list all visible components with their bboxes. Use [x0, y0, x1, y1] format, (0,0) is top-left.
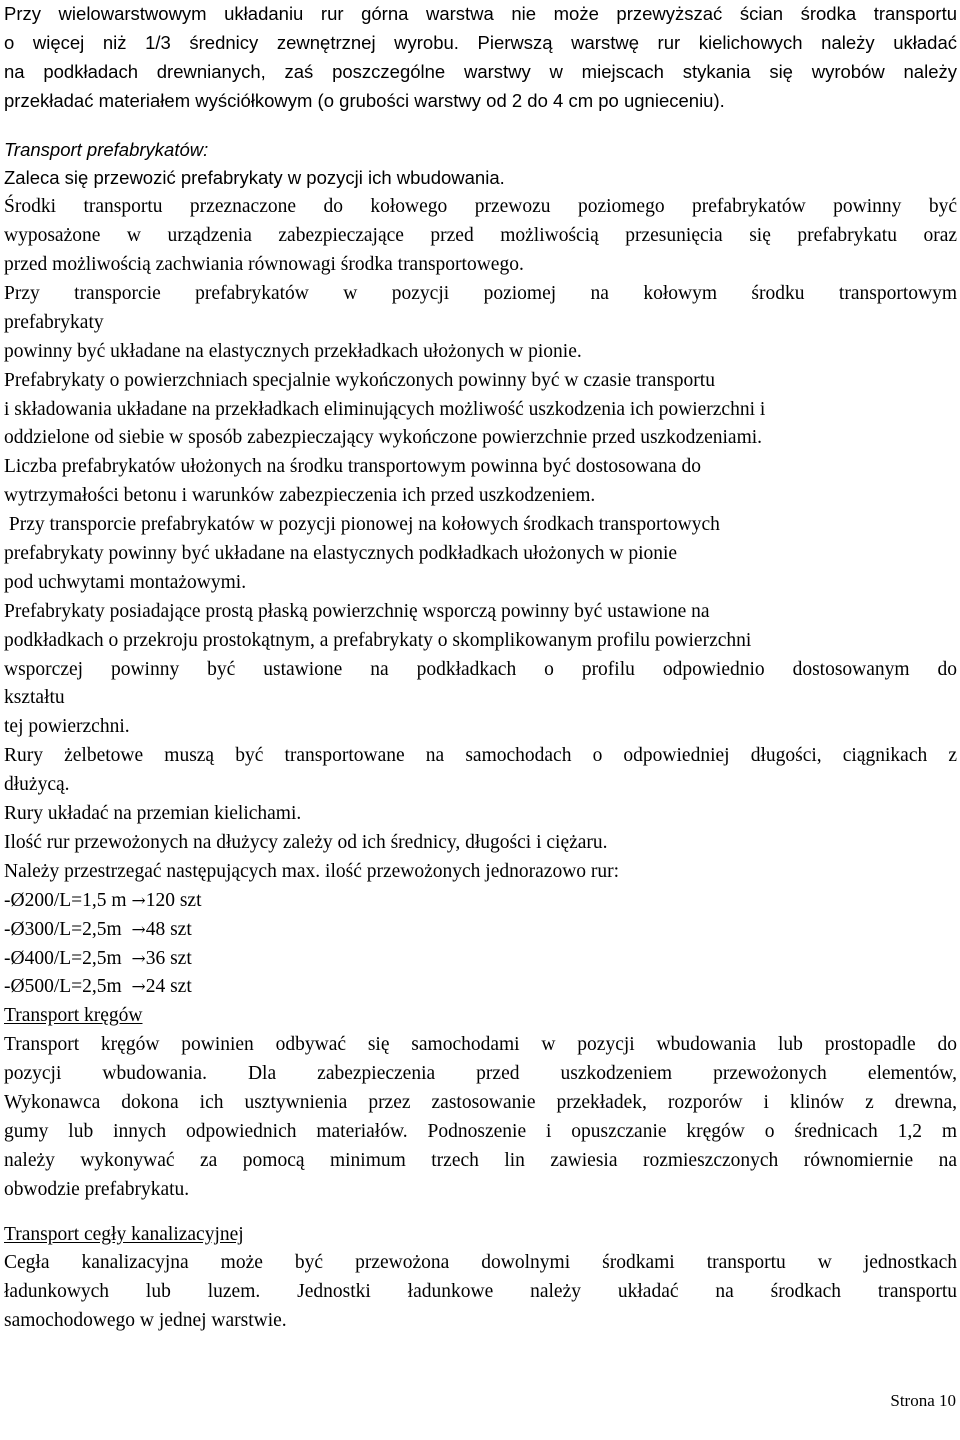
pipe-spec: -Ø500/L=2,5m — [4, 976, 132, 998]
prefab-line: Rury układać na przemian kielichami. — [4, 803, 302, 825]
prefab-line: Liczba prefabrykatów ułożonych na środku transportowym powinna być dostosowana do — [4, 456, 701, 478]
pipe-spec: -Ø200/L=1,5 m — [4, 889, 132, 911]
prefab-line: Prefabrykaty o powierzchniach specjalnie wykończonych powinny być w czasie transportu — [4, 369, 715, 391]
pipe-count: 36 szt — [145, 947, 192, 969]
prefab-line: prefabrykaty powinny być układane na elastycznych podkładkach ułożonych w pionie — [4, 543, 678, 565]
pipe-list-item — [4, 887, 957, 916]
prefab-line: podkładkach o przekroju prostokątnym, a prefabrykaty o skomplikowanym profilu powierzchni — [4, 629, 752, 651]
intro-line: Przy wielowarstwowym układaniu rur górna warstwa nie może przewyższać ścian środka transportu — [4, 3, 957, 24]
document-page — [4, 0, 957, 1336]
rings-line: należy wykonywać za pomocą minimum trzech lin zawiesia rozmieszczonych równomiernie na — [4, 1149, 957, 1171]
prefab-line: Rury żelbetowe muszą być transportowane na samochodach o odpowiedniej długości, ciągnikach z — [4, 745, 957, 767]
prefab-line: Środki transportu przeznaczone do kołowego przewozu poziomego prefabrykatów powinny być — [4, 196, 957, 218]
right-arrow-icon: → — [131, 919, 146, 940]
prefab-line: pod uchwytami montażowymi. — [4, 571, 247, 593]
pipe-spec: -Ø400/L=2,5m — [4, 947, 132, 969]
pipe-list-item — [4, 916, 957, 945]
right-arrow-icon: → — [131, 948, 146, 969]
spacer — [4, 116, 957, 136]
intro-line: przekładać materiałem wyściółkowym (o grubości warstwy od 2 do 4 cm po ugnieceniu). — [4, 89, 725, 111]
prefab-paragraphs — [4, 193, 957, 886]
prefab-line: prefabrykaty — [4, 311, 104, 333]
pipe-spec: -Ø300/L=2,5m — [4, 918, 132, 940]
rings-line: Wykonawca dokona ich usztywnienia przez zastosowanie przekładek, rozporów i klinów z drewna, — [4, 1091, 957, 1113]
prefab-heading: Transport prefabrykatów: — [4, 138, 209, 160]
prefab-line: wyposażone w urządzenia zabezpieczające przed możliwością przesunięcia się prefabrykatu oraz — [4, 225, 957, 247]
prefab-line: tej powierzchni. — [4, 716, 130, 738]
prefab-section — [4, 136, 957, 194]
prefab-line: i składowania układane na przekładkach eliminujących możliwość uszkodzenia ich powierzchni i — [4, 398, 766, 420]
rings-line: gumy lub innych odpowiednich materiałów. Podnoszenie i opuszczanie kręgów o średnicach 1,2 m — [4, 1120, 957, 1142]
prefab-line: Przy transporcie prefabrykatów w pozycji pionowej na kołowych środkach transportowych — [4, 514, 720, 536]
pipe-list-item — [4, 945, 957, 974]
rings-section — [4, 1002, 957, 1204]
pipe-count: 24 szt — [145, 976, 192, 998]
pipe-count: 48 szt — [145, 918, 192, 940]
pipe-list-item — [4, 973, 957, 1002]
intro-line: o więcej niż 1/3 średnicy zewnętrznej wyrobu. Pierwszą warstwę rur kielichowych należy układać — [4, 31, 957, 53]
brick-line: samochodowego w jednej warstwie. — [4, 1310, 287, 1332]
prefab-line: wytrzymałości betonu i warunków zabezpieczenia ich przed uszkodzeniem. — [4, 485, 596, 507]
rings-heading: Transport kręgów — [4, 1005, 143, 1027]
brick-section — [4, 1221, 957, 1337]
prefab-line: oddzielone od siebie w sposób zabezpieczający wykończone powierzchnie przed uszkodzeniami. — [4, 427, 763, 449]
prefab-line: Należy przestrzegać następujących max. ilość przewożonych jednorazowo rur: — [4, 860, 620, 882]
right-arrow-icon: → — [131, 890, 146, 911]
prefab-line: dłużycą. — [4, 774, 70, 796]
rings-line: pozycji wbudowania. Dla zabezpieczenia przed uszkodzeniem przewożonych elementów, — [4, 1063, 957, 1085]
rings-line: obwodzie prefabrykatu. — [4, 1178, 190, 1200]
intro-line: na podkładach drewnianych, zaś poszczególne warstwy w miejscach stykania się wyrobów należy — [4, 60, 957, 82]
prefab-line: wsporczej powinny być ustawione na podkładkach o profilu odpowiednio dostosowanym do — [4, 658, 957, 680]
prefab-line: Ilość rur przewożonych na dłużycy zależy od ich średnicy, długości i ciężaru. — [4, 831, 608, 853]
brick-line: Cegła kanalizacyjna może być przewożona dowolnymi środkami transportu w jednostkach — [4, 1252, 957, 1274]
page-number: Strona 10 — [890, 1391, 956, 1410]
pipe-list — [4, 887, 957, 1003]
pipe-count: 120 szt — [145, 889, 202, 911]
prefab-line: Prefabrykaty posiadające prostą płaską powierzchnię wsporczą powinny być ustawione na — [4, 600, 710, 622]
spacer — [4, 1205, 957, 1221]
prefab-line: kształtu — [4, 687, 65, 709]
prefab-first-line: Zaleca się przewozić prefabrykaty w pozycji ich wbudowania. — [4, 167, 505, 189]
intro-paragraph — [4, 0, 957, 116]
prefab-line: przed możliwością zachwiania równowagi środka transportowego. — [4, 254, 524, 276]
right-arrow-icon: → — [131, 977, 146, 998]
rings-line: Transport kręgów powinien odbywać się samochodami w pozycji wbudowania lub prostopadle do — [4, 1034, 957, 1056]
prefab-line: powinny być układane na elastycznych przekładkach ułożonych w pionie. — [4, 340, 582, 362]
brick-heading: Transport cegły kanalizacyjnej — [4, 1223, 244, 1245]
brick-line: ładunkowych lub luzem. Jednostki ładunkowe należy układać na środkach transportu — [4, 1281, 957, 1303]
prefab-line: Przy transporcie prefabrykatów w pozycji poziomej na kołowym środku transportowym — [4, 283, 957, 305]
